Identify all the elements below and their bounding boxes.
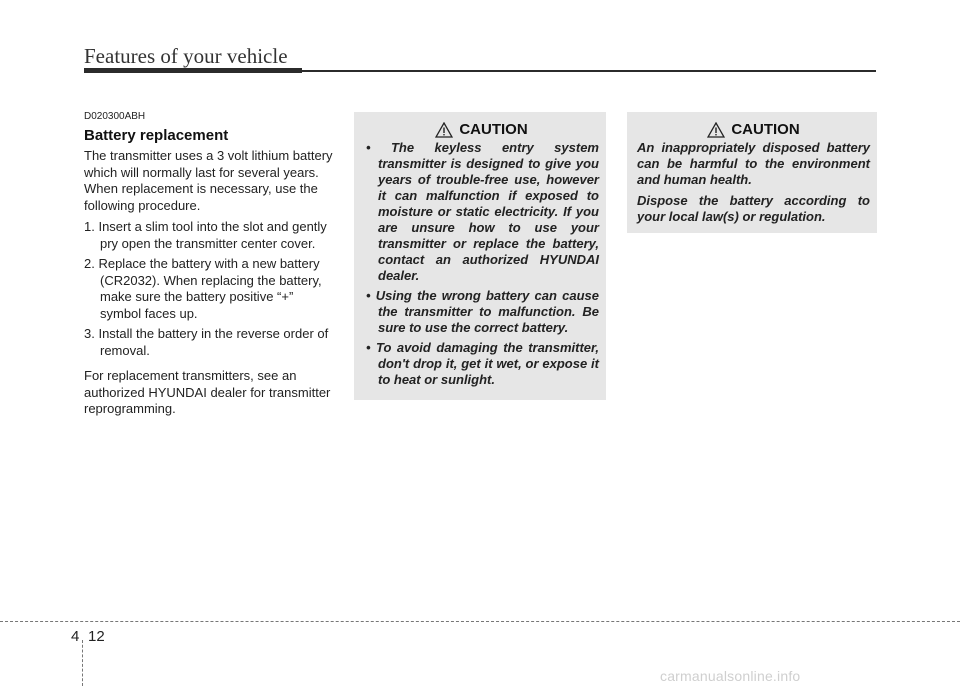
watermark: carmanualsonline.info [660,668,801,684]
caution-item: • The keyless entry system transmitter is designed to give you years of trouble-free use, however it can malfunction if exposed to moisture or static electricity. If you are unsure how to use your transmitter or replace the battery, contact an authorized HYUNDAI dealer. [366,140,599,283]
footer-rule [0,621,960,622]
header-rule-thin [302,70,876,72]
footer-divider [82,640,83,686]
caution-list [364,140,599,388]
caution-paragraph: Dispose the battery according to your local law(s) or regulation. [637,193,870,224]
caution-paragraph: An inappropriately disposed battery can be harmful to the environment and human health. [637,140,870,187]
page-header-title: Features of your vehicle [84,44,288,68]
caution-title: CAUTION [731,121,800,138]
page-number: 12 [88,628,105,645]
procedure-step: 1. Insert a slim tool into the slot and gently pry open the transmitter center cover. [84,219,327,251]
chapter-number: 4 [71,628,80,645]
battery-replacement-section [84,111,334,423]
caution-header [364,121,599,138]
caution-title: CAUTION [459,121,528,138]
caution-box-transmitter [354,112,606,400]
warning-triangle-icon [707,122,725,138]
caution-header [637,121,870,138]
header-rule-thick [84,68,302,73]
section-intro: The transmitter uses a 3 volt lithium battery which will normally last for several years. When replacement is necessary, use the following procedure. [84,148,333,213]
caution-item: • Using the wrong battery can cause the transmitter to malfunction. Be sure to use the correct battery. [366,288,599,335]
caution-box-disposal [627,112,877,233]
procedure-step: 2. Replace the battery with a new battery (CR2032). When replacing the battery, make sure the battery positive “+” symbol faces up. [84,256,322,321]
procedure-step: 3. Install the battery in the reverse order of removal. [84,326,329,358]
section-code: D020300ABH [84,111,146,122]
section-title: Battery replacement [84,127,229,144]
procedure-steps [84,219,334,359]
caution-item: • To avoid damaging the transmitter, don't drop it, get it wet, or expose it to heat or sunlight. [366,340,599,387]
section-outro: For replacement transmitters, see an authorized HYUNDAI dealer for transmitter reprogramming. [84,368,331,416]
warning-triangle-icon [435,122,453,138]
